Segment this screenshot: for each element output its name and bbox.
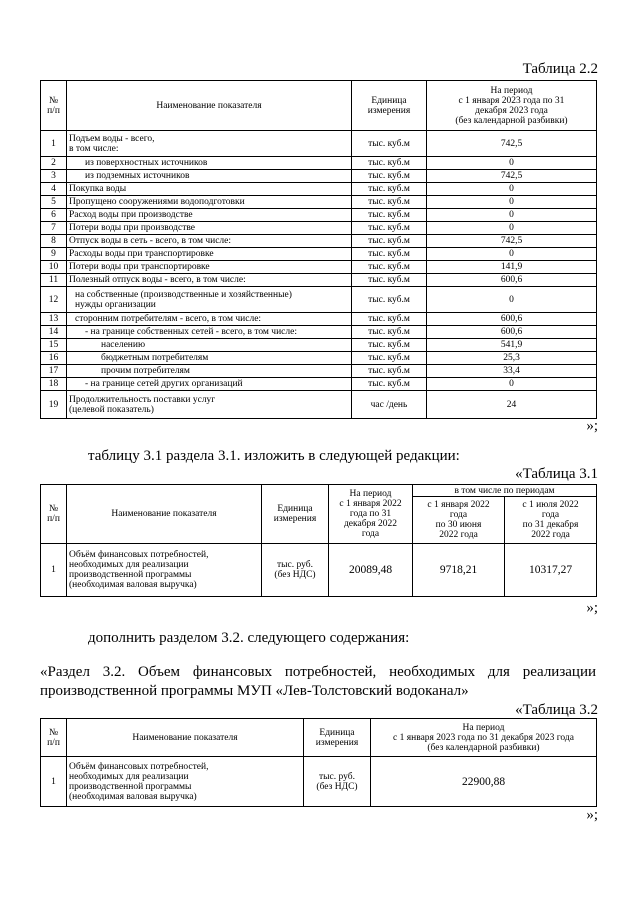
col-header-name: Наименование показателя (67, 485, 262, 544)
table-3-1-end-mark: »; (586, 600, 598, 616)
row-unit: тыс. куб.м (352, 352, 427, 365)
row-unit: тыс. куб.м (352, 326, 427, 339)
row-value-period-1: 9718,21 (413, 544, 505, 597)
row-name: населению (67, 339, 352, 352)
row-value: 0 (427, 222, 597, 235)
row-num: 2 (41, 157, 67, 170)
table-2-2-caption: Таблица 2.2 (522, 61, 598, 77)
table-3-2-end-mark: »; (586, 807, 598, 823)
row-unit: тыс. куб.м (352, 222, 427, 235)
row-name: - на границе сетей других организаций (67, 378, 352, 391)
row-value: 600,6 (427, 326, 597, 339)
row-value: 24 (427, 391, 597, 419)
row-value: 0 (427, 378, 597, 391)
row-num: 14 (41, 326, 67, 339)
row-name: из поверхностных источников (67, 157, 352, 170)
paragraph-section-3-2-intro: дополнить разделом 3.2. следующего содержания: (88, 630, 410, 646)
col-header-period: На период с 1 января 2023 года по 31 декабря 2023 года (без календарной разбивки) (427, 81, 597, 131)
row-num: 17 (41, 365, 67, 378)
table-row (41, 248, 597, 261)
row-name: - на границе собственных сетей - всего, в том числе: (67, 326, 352, 339)
row-name: Расходы воды при транспортировке (67, 248, 352, 261)
row-num: 3 (41, 170, 67, 183)
row-value: 22900,88 (371, 757, 597, 807)
table-row (41, 378, 597, 391)
row-name: Потери воды при производстве (67, 222, 352, 235)
col-header-period: На период с 1 января 2022 года по 31 декабря 2022 года (329, 485, 413, 544)
row-value: 0 (427, 196, 597, 209)
section-3-2-title: «Раздел 3.2. Объем финансовых потребностей, необходимых для реализации производственной программы МУП «Лев-Толстовский водоканал» (40, 664, 596, 699)
row-value: 0 (427, 248, 597, 261)
col-header-period-1: с 1 января 2022 года по 30 июня 2022 года (413, 497, 505, 544)
row-name: сторонним потребителям - всего, в том числе: (67, 313, 352, 326)
table-3-1-caption: «Таблица 3.1 (515, 466, 598, 482)
table-header-row (41, 485, 597, 497)
row-num: 7 (41, 222, 67, 235)
row-value: 33,4 (427, 365, 597, 378)
row-num: 9 (41, 248, 67, 261)
row-name: Продолжительность поставки услуг (целевой показатель) (67, 391, 352, 419)
row-name: Расход воды при производстве (67, 209, 352, 222)
row-value: 742,5 (427, 170, 597, 183)
row-unit: тыс. куб.м (352, 248, 427, 261)
table-row (41, 339, 597, 352)
row-unit: тыс. куб.м (352, 157, 427, 170)
row-name: Потери воды при транспортировке (67, 261, 352, 274)
row-num: 5 (41, 196, 67, 209)
row-value: 0 (427, 157, 597, 170)
table-row (41, 326, 597, 339)
row-num: 16 (41, 352, 67, 365)
table-header-row (41, 81, 597, 131)
table-row (41, 170, 597, 183)
row-name: бюджетным потребителям (67, 352, 352, 365)
row-name: Подъем воды - всего, в том числе: (67, 131, 352, 157)
table-row (41, 287, 597, 313)
row-value: 600,6 (427, 313, 597, 326)
table-row (41, 352, 597, 365)
col-header-unit: Единица измерения (262, 485, 329, 544)
row-num: 18 (41, 378, 67, 391)
row-num: 10 (41, 261, 67, 274)
row-unit: тыс. куб.м (352, 287, 427, 313)
paragraph-table-3-1-intro: таблицу 3.1 раздела 3.1. изложить в следующей редакции: (88, 448, 460, 464)
row-value: 541,9 (427, 339, 597, 352)
row-unit: тыс. куб.м (352, 170, 427, 183)
row-num: 19 (41, 391, 67, 419)
col-header-name: Наименование показателя (67, 81, 352, 131)
row-unit: тыс. куб.м (352, 339, 427, 352)
row-value: 600,6 (427, 274, 597, 287)
table-2-2-end-mark: »; (586, 418, 598, 434)
row-value: 0 (427, 183, 597, 196)
row-unit: тыс. куб.м (352, 209, 427, 222)
row-unit: тыс. куб.м (352, 235, 427, 248)
row-unit: тыс. куб.м (352, 365, 427, 378)
table-2-2 (40, 80, 597, 419)
row-num: 6 (41, 209, 67, 222)
table-row (41, 757, 597, 807)
col-header-period: На период с 1 января 2023 года по 31 декабря 2023 года (без календарной разбивки) (371, 719, 597, 757)
row-unit: час /день (352, 391, 427, 419)
row-value: 20089,48 (329, 544, 413, 597)
row-unit: тыс. куб.м (352, 274, 427, 287)
row-num: 12 (41, 287, 67, 313)
row-unit: тыс. руб. (без НДС) (262, 544, 329, 597)
row-value-period-2: 10317,27 (505, 544, 597, 597)
row-name: из подземных источников (67, 170, 352, 183)
row-unit: тыс. куб.м (352, 313, 427, 326)
table-row (41, 209, 597, 222)
row-value: 25,3 (427, 352, 597, 365)
row-name: на собственные (производственные и хозяйственные) нужды организации (67, 287, 352, 313)
row-unit: тыс. куб.м (352, 196, 427, 209)
row-name: Покупка воды (67, 183, 352, 196)
table-header-row (41, 719, 597, 757)
table-3-1 (40, 484, 597, 597)
table-row (41, 235, 597, 248)
row-value: 0 (427, 287, 597, 313)
table-row (41, 261, 597, 274)
table-row (41, 274, 597, 287)
row-unit: тыс. куб.м (352, 378, 427, 391)
row-num: 1 (41, 544, 67, 597)
col-header-num: № п/п (41, 719, 67, 757)
row-unit: тыс. куб.м (352, 261, 427, 274)
row-name: Пропущено сооружениями водоподготовки (67, 196, 352, 209)
row-num: 8 (41, 235, 67, 248)
table-row (41, 544, 597, 597)
row-name: прочим потребителям (67, 365, 352, 378)
row-num: 13 (41, 313, 67, 326)
row-value: 742,5 (427, 235, 597, 248)
row-num: 15 (41, 339, 67, 352)
row-num: 11 (41, 274, 67, 287)
table-3-2-caption: «Таблица 3.2 (515, 702, 598, 718)
row-num: 1 (41, 757, 67, 807)
col-header-num: № п/п (41, 485, 67, 544)
col-header-period-2: с 1 июля 2022 года по 31 декабря 2022 года (505, 497, 597, 544)
row-name: Объём финансовых потребностей, необходимых для реализации производственной программы (необходимая валовая выручка) (67, 544, 262, 597)
col-header-num: № п/п (41, 81, 67, 131)
row-unit: тыс. руб. (без НДС) (304, 757, 371, 807)
table-row (41, 196, 597, 209)
row-unit: тыс. куб.м (352, 183, 427, 196)
table-3-2 (40, 718, 597, 807)
row-unit: тыс. куб.м (352, 131, 427, 157)
row-value: 141,9 (427, 261, 597, 274)
row-num: 1 (41, 131, 67, 157)
table-row (41, 365, 597, 378)
row-num: 4 (41, 183, 67, 196)
table-row (41, 313, 597, 326)
row-name: Полезный отпуск воды - всего, в том числе: (67, 274, 352, 287)
col-header-group: в том числе по периодам (413, 485, 597, 497)
col-header-unit: Единица измерения (352, 81, 427, 131)
table-row (41, 157, 597, 170)
col-header-name: Наименование показателя (67, 719, 304, 757)
col-header-unit: Единица измерения (304, 719, 371, 757)
row-value: 0 (427, 209, 597, 222)
row-name: Отпуск воды в сеть - всего, в том числе: (67, 235, 352, 248)
table-row (41, 391, 597, 419)
row-value: 742,5 (427, 131, 597, 157)
table-row (41, 183, 597, 196)
table-row (41, 131, 597, 157)
table-row (41, 222, 597, 235)
row-name: Объём финансовых потребностей, необходимых для реализации производственной программы (необходимая валовая выручка) (67, 757, 304, 807)
